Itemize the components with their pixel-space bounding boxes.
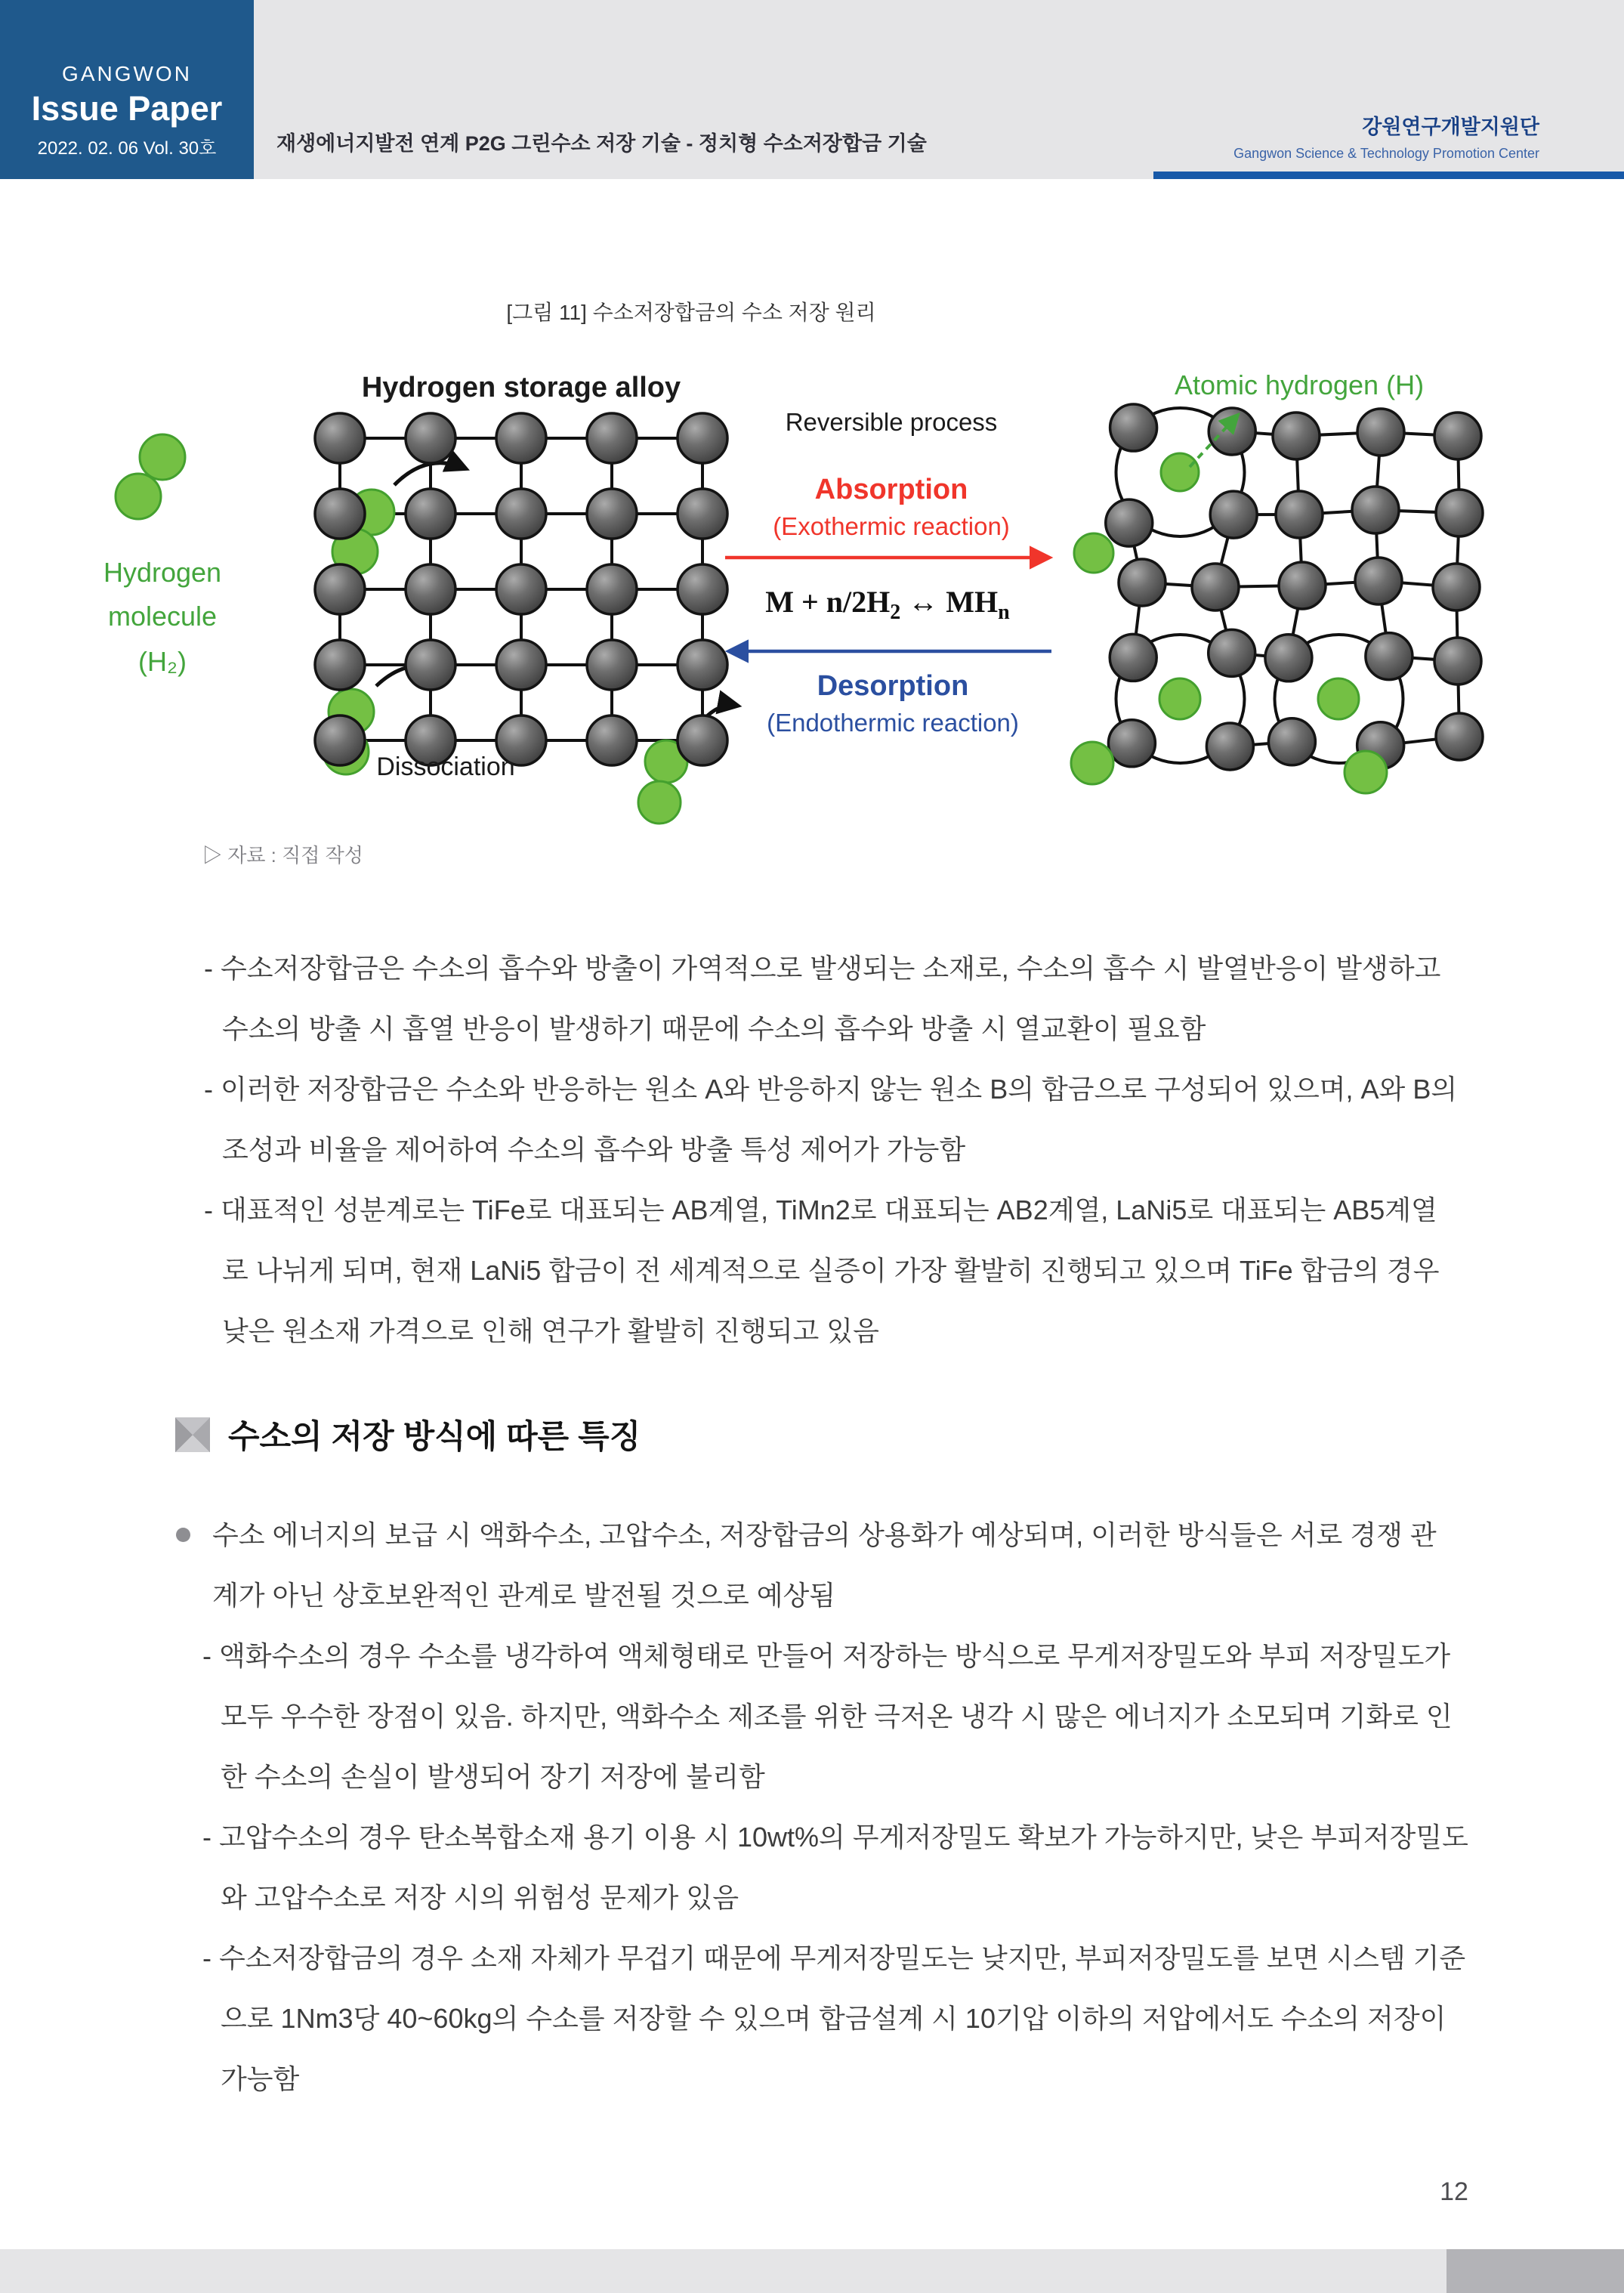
list-item: - 고압수소의 경우 탄소복합소재 용기 이용 시 10wt%의 무게저장밀도 확보가 가능하지만, 낮은 부피저장밀도와 고압수소로 저장 시의 위험성 문제가 있음 bbox=[202, 1822, 1468, 1913]
body-paragraph: - 대표적인 성분계로는 TiFe로 대표되는 AB계열, TiMn2로 대표되는 AB2계열, LaNi5로 대표되는 AB5계열로 나뉘게 되며, 현재 LaNi5 합금이 전 세계적으로 실증이 가장 활발히 진행되고 있으며 TiFe 합금의 경우 낮은 원소재 가격으로 인해 연구가 활발히 진행되고 있음 bbox=[204, 1194, 1440, 1346]
footer-bar bbox=[0, 2249, 1624, 2293]
list-item: - 액화수소의 경우 수소를 냉각하여 액체형태로 만들어 저장하는 방식으로 무게저장밀도와 부피 저장밀도가 모두 우수한 장점이 있음. 하지만, 액화수소 제조를 위한 극저온 냉각 시 많은 에너지가 소모되며 기화로 인한 수소의 손실이 발생되어 장기 저장에 불리함 bbox=[202, 1640, 1453, 1792]
alloy-atom bbox=[587, 640, 637, 690]
list-item: - 수소저장합금의 경우 소재 자체가 무겁기 때문에 무게저장밀도는 낮지만, 부피저장밀도를 보면 시스템 기준으로 1Nm3당 40~60kg의 수소를 저장할 수 있으며 합금설계 시 10기압 이하의 저압에서도 수소의 저장이 가능함 bbox=[202, 1942, 1466, 2094]
hydrogen-molecule-atom bbox=[140, 434, 185, 480]
alloy-atom bbox=[1436, 490, 1483, 536]
endothermic-label: (Endothermic reaction) bbox=[767, 709, 1019, 737]
alloy-atom bbox=[315, 640, 365, 690]
alloy-atom bbox=[587, 413, 637, 463]
logo-issue-date: 2022. 02. 06 Vol. 30호 bbox=[37, 138, 217, 159]
body-paragraph: - 수소저장합금은 수소의 흡수와 방출이 가역적으로 발생되는 소재로, 수소의 흡수 시 발열반응이 발생하고 수소의 방출 시 흡열 반응이 발생하기 때문에 수소의 흡수와 방출 시 열교환이 필요함 bbox=[204, 953, 1441, 1044]
alloy-atom bbox=[406, 564, 455, 614]
hydrogen-molecule-atom bbox=[638, 781, 681, 824]
alloy-atom bbox=[678, 413, 727, 463]
organization-name-en: Gangwon Science & Technology Promotion Center bbox=[1233, 146, 1539, 161]
bullet-list bbox=[176, 1505, 1468, 2109]
section-marker-icon bbox=[175, 1417, 210, 1452]
alloy-atom bbox=[587, 489, 637, 539]
hydrogen-molecule-label-line2: molecule bbox=[107, 601, 218, 632]
header-accent-bar bbox=[1153, 172, 1624, 179]
alloy-title-label: Hydrogen storage alloy bbox=[361, 372, 681, 403]
alloy-atom bbox=[678, 564, 727, 614]
desorption-label: Desorption bbox=[817, 670, 969, 702]
alloy-atom bbox=[587, 715, 637, 765]
hydrogen-molecule-atom bbox=[116, 474, 161, 519]
body-paragraphs bbox=[204, 938, 1458, 1361]
atomic-hydrogen-atom bbox=[1074, 533, 1113, 573]
alloy-atom bbox=[1352, 487, 1399, 533]
issue-paper-logo bbox=[0, 0, 254, 179]
figure-source-note: ▷ 자료 : 직접 작성 bbox=[202, 844, 363, 867]
alloy-atom bbox=[315, 413, 365, 463]
dissociation-label: Dissociation bbox=[376, 752, 515, 781]
list-item bbox=[176, 1505, 1460, 1626]
alloy-atom bbox=[1357, 409, 1404, 456]
atomic-hydrogen-label: Atomic hydrogen (H) bbox=[1174, 369, 1425, 400]
atomic-hydrogen-atom bbox=[1345, 751, 1387, 793]
alloy-atom bbox=[1209, 629, 1255, 676]
alloy-atom bbox=[1206, 723, 1253, 770]
alloy-atom bbox=[1434, 638, 1481, 685]
atomic-hydrogen-atom bbox=[1159, 678, 1200, 719]
alloy-atom bbox=[1276, 491, 1323, 538]
alloy-atom bbox=[315, 715, 365, 765]
alloy-atom bbox=[496, 489, 546, 539]
alloy-atom bbox=[1106, 499, 1153, 546]
alloy-atom bbox=[1355, 558, 1402, 604]
alloy-atom bbox=[406, 640, 455, 690]
organization-name-kr: 강원연구개발지원단 bbox=[1362, 116, 1539, 138]
alloy-atom bbox=[1265, 635, 1312, 681]
reaction-formula: $M + n/2H_2$ ↔ $MH_n$ bbox=[765, 585, 1010, 624]
organization-block bbox=[1233, 110, 1539, 162]
alloy-atom bbox=[496, 640, 546, 690]
bullet-text: 수소 에너지의 보급 시 액화수소, 고압수소, 저장합금의 상용화가 예상되며, 이러한 방식들은 서로 경쟁 관계가 아닌 상호보완적인 관계로 발전될 것으로 예상됨 bbox=[212, 1519, 1437, 1611]
figure-caption: [그림 11] 수소저장합금의 수소 저장 원리 bbox=[506, 301, 876, 324]
document-title: 재생에너지발전 연계 P2G 그린수소 저장 기술 - 정치형 수소저장합금 기술 bbox=[276, 132, 927, 155]
alloy-atom bbox=[496, 413, 546, 463]
atomic-hydrogen-atom bbox=[1071, 742, 1113, 784]
atomic-hydrogen-atom bbox=[1161, 453, 1199, 491]
alloy-atom bbox=[1273, 413, 1320, 459]
logo-title: Issue Paper bbox=[31, 89, 223, 128]
alloy-atom bbox=[1279, 562, 1326, 609]
logo-brand: GANGWON bbox=[62, 62, 192, 85]
alloy-atom bbox=[406, 413, 455, 463]
alloy-atom bbox=[1436, 713, 1483, 760]
alloy-atom bbox=[1433, 564, 1480, 610]
alloy-atom bbox=[678, 715, 727, 765]
alloy-atom bbox=[406, 489, 455, 539]
hydrogen-molecule-label-line3: (H₂) bbox=[138, 646, 187, 677]
alloy-atom bbox=[1110, 404, 1157, 451]
alloy-atom bbox=[1108, 720, 1155, 767]
exothermic-label: (Exothermic reaction) bbox=[773, 512, 1010, 540]
alloy-atom bbox=[1110, 634, 1156, 681]
hydrogen-storage-diagram bbox=[91, 355, 1511, 839]
alloy-atom bbox=[1268, 718, 1315, 765]
atomic-hydrogen-atom bbox=[1318, 678, 1359, 719]
body-paragraph: - 이러한 저장합금은 수소와 반응하는 원소 A와 반응하지 않는 원소 B의 합금으로 구성되어 있으며, A와 B의 조성과 비율을 제어하여 수소의 흡수와 방출 특성 제어가 가능함 bbox=[204, 1074, 1458, 1165]
bullet-icon bbox=[176, 1528, 190, 1542]
alloy-atom bbox=[678, 640, 727, 690]
reversible-process-label: Reversible process bbox=[785, 408, 998, 436]
alloy-atom bbox=[1434, 413, 1481, 459]
alloy-atom bbox=[1366, 633, 1413, 680]
footer-accent-block bbox=[1446, 2249, 1624, 2293]
alloy-atom bbox=[315, 564, 365, 614]
alloy-atom bbox=[1119, 559, 1166, 606]
section-title: 수소의 저장 방식에 따른 특징 bbox=[228, 1419, 641, 1455]
hydrogen-molecule-label-line1: Hydrogen bbox=[103, 557, 222, 588]
section-heading bbox=[175, 1411, 641, 1457]
alloy-atom bbox=[587, 564, 637, 614]
alloy-atom bbox=[496, 564, 546, 614]
alloy-atom bbox=[315, 489, 365, 539]
alloy-atom bbox=[678, 489, 727, 539]
alloy-atom bbox=[1210, 491, 1257, 538]
alloy-atom bbox=[1209, 408, 1255, 455]
absorption-label: Absorption bbox=[814, 474, 968, 505]
alloy-atom bbox=[1192, 564, 1239, 610]
alloy-lattice-right-atoms bbox=[1106, 404, 1483, 770]
page-number: 12 bbox=[1440, 2177, 1468, 2206]
page-header bbox=[0, 0, 1624, 179]
